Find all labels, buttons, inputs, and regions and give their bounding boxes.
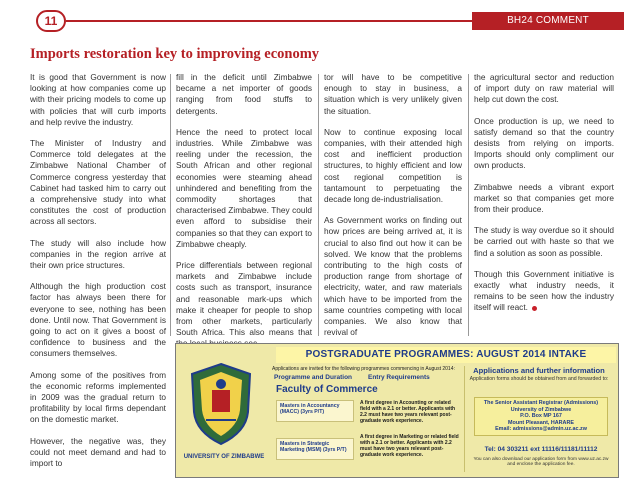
apply-subtitle: Application forms should be obtained from and forwarded to: bbox=[469, 376, 609, 382]
article-headline: Imports restoration key to improving economy bbox=[30, 46, 320, 62]
requirements-column-header: Entry Requirements bbox=[368, 374, 430, 381]
advertisement[interactable] bbox=[175, 343, 619, 478]
address-line: P.O. Box MP 167 bbox=[520, 413, 562, 419]
section-label: BH24 COMMENT bbox=[472, 12, 624, 30]
paragraph: Now to continue exposing local companies, with their attended high cost and inefficient production structures, to highly efficient and low cost regional competition is tantamount to perpetuating the decade long de-industrialisation. bbox=[324, 126, 462, 205]
paragraph: Although the high production cost factor has always been there for everyone to see, nothing has been done. Until now. That Government is going to act on it gives a boost of confidence to business and the consumers themselves. bbox=[30, 281, 166, 359]
paragraph-text: Though this Government initiative is exactly what industry needs, it remains to be seen how the industry itself will react. bbox=[474, 268, 614, 313]
page-number: 11 bbox=[36, 10, 66, 32]
programme-name: Masters in Accountancy (MACC) (3yrs P/T) bbox=[276, 400, 354, 422]
paragraph: However, the negative was, they could not meet demand and had to import to bbox=[30, 435, 166, 469]
paragraph: The Minister of Industry and Commerce told delegates at the Zimbabwe National Chamber of Commerce congress yesterday that Cabinet had tasked him to carry out a comprehensive study into what constitutes the cost of production across all sectors. bbox=[30, 138, 166, 227]
end-marker-icon bbox=[532, 306, 537, 311]
paragraph: fill in the deficit until Zimbabwe became a net importer of goods ranging from food stuffs to detergents. bbox=[176, 72, 312, 116]
column-divider bbox=[318, 74, 319, 336]
address-line: The Senior Assistant Registrar (Admissions) bbox=[483, 400, 599, 406]
page-header bbox=[0, 0, 638, 36]
paragraph-last bbox=[474, 269, 614, 314]
paragraph: Hence the need to protect local industries. While Zimbabwe was reeling under the recession, the South African and other regional economies were steaming ahead unhindered and benefiting from the commodity shortages that characterised Zimbabwe. They could even afford to subsidise their companies so that they can export to Zimbabwe cheaply. bbox=[176, 126, 312, 249]
address-line: University of Zimbabwe bbox=[510, 406, 572, 413]
paragraph: Among some of the positives from the economic reforms implemented in 2009 was the gradual return to profitability by local firms dependant on the domestic market. bbox=[30, 369, 166, 425]
programme-requirements: A first degree in Accounting or related field with a 2.1 or better. Applicants with 2.2 must have two years relevant post-graduate work experience. bbox=[360, 400, 456, 424]
column-divider bbox=[468, 74, 469, 336]
paragraph: tor will have to be competitive enough to stay in business, a situation which is very unlikely given the situation. bbox=[324, 72, 462, 116]
paragraph: Zimbabwe needs a vibrant export market so that companies get more from their produce. bbox=[474, 181, 614, 215]
faculty-title: Faculty of Commerce bbox=[276, 384, 378, 395]
article-column-1 bbox=[30, 72, 166, 479]
paragraph: It is good that Government is now looking at how companies come up with their pricing models to come up with policies that will curb imports and help revive the industry. bbox=[30, 72, 166, 127]
email-link[interactable]: Email: admissions@admin.uz.ac.zw bbox=[495, 426, 587, 432]
programme-column-header: Programme and Duration bbox=[274, 374, 353, 381]
article-column-2 bbox=[176, 72, 312, 360]
mailing-address bbox=[474, 397, 608, 436]
address-line: Mount Pleasant, HARARE bbox=[508, 419, 574, 426]
ad-contact-panel bbox=[468, 364, 614, 474]
telephone: Tel: 04 303211 ext 11116/11181/11112 bbox=[484, 446, 598, 453]
website-note: You can also download our application form from www.uz.ac.zw and enclose the application fee. bbox=[473, 457, 609, 467]
paragraph: As Government works on finding out how prices are being arrived at, it is crucial to also find out how it can be solved. We know that the problems contributing to the high costs of production range from shortage of electricity, water, and raw materials which have to be imported from the same countries competing with local companies. We also know that revival of bbox=[324, 215, 462, 338]
article-column-4 bbox=[474, 72, 614, 324]
programme-name: Masters in Strategic Marketing (MSM) (3yrs P/T) bbox=[276, 438, 354, 460]
ad-divider bbox=[464, 366, 465, 472]
paragraph: The study is way overdue so it should be carried out with haste so that we find a solution as soon as possible. bbox=[474, 225, 614, 258]
ad-intro: Applications are invited for the following programmes commencing in August 2014: bbox=[272, 366, 455, 372]
university-name: UNIVERSITY OF ZIMBABWE bbox=[183, 454, 265, 460]
paragraph: the agricultural sector and reduction of import duty on raw material will help cut down the cost. bbox=[474, 72, 614, 105]
paragraph: Once production is up, we need to satisfy demand so that the country desists from relying on imports. Imports should only compliment our own products. bbox=[474, 115, 614, 171]
apply-title: Applications and further information bbox=[473, 366, 605, 375]
ad-banner: POSTGRADUATE PROGRAMMES: AUGUST 2014 INTAKE bbox=[276, 347, 616, 363]
paragraph: The study will also include how companies in the region arrive at their own price structures. bbox=[30, 237, 166, 271]
programme-requirements: A first degree in Marketing or related field with a 2.1 or better. Applicants with 2.2 must have two years relevant post-graduate work experience. bbox=[360, 434, 459, 458]
university-crest-icon bbox=[186, 360, 256, 448]
paragraph: Price differentials between regional markets and Zimbabwe include costs such as transport, insurance and reasonable mark-ups which make it cheaper for people to shop from other markets, particularly South Africa. This also means that bbox=[176, 260, 312, 338]
article-column-3 bbox=[324, 72, 462, 348]
column-divider bbox=[170, 74, 171, 336]
